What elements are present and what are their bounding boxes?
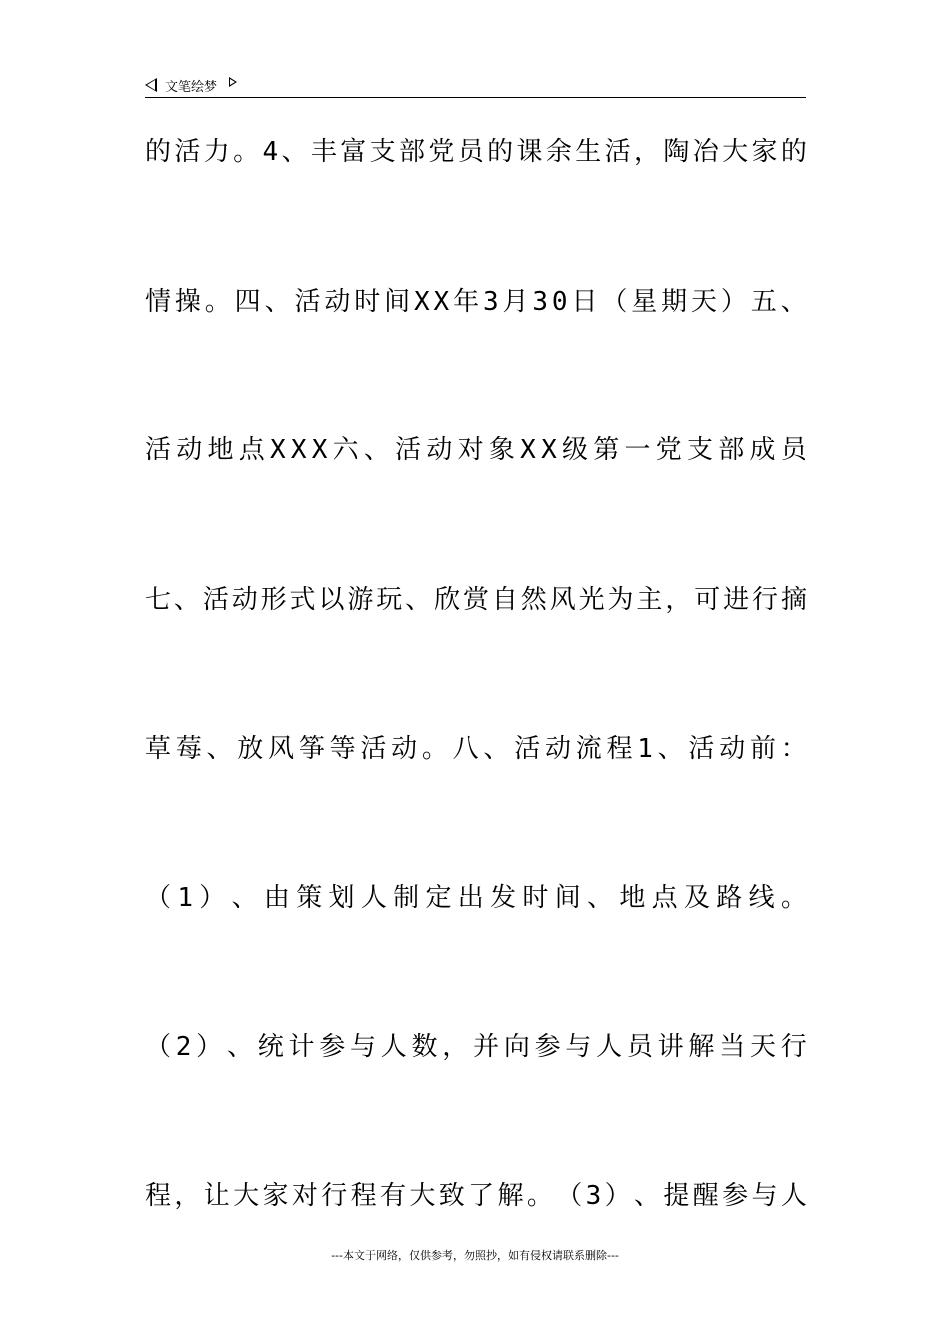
header-title: 文笔绘梦 (165, 79, 218, 95)
body-line-4: 七 、 活 动 形 式 以 游 玩 、 欣 赏 自 然 风 光 为 主 ， 可 进 行 摘 (145, 585, 807, 615)
body-line-8: 程 ， 让 大 家 对 行 程 有 大 致 了 解 。 （ 3 ） 、 提 醒 参 与 人 (145, 1181, 807, 1211)
body-line-2: 情 操 。 四 、 活 动 时 间 X X 年 3 月 3 0 日 （ 星 期 天 ） 五 、 (145, 287, 807, 317)
body-line-1: 的 活 力 。 4 、 丰 富 支 部 党 员 的 课 余 生 活 ， 陶 冶 大 家 的 (145, 137, 807, 167)
header-divider (145, 97, 806, 98)
body-line-7: （ 2 ） 、 统 计 参 与 人 数 ， 并 向 参 与 人 员 讲 解 当 天 行 (145, 1032, 807, 1062)
page-footer: ---本文于网络，仅供参考，勿照抄，如有侵权请联系删除--- (331, 1249, 619, 1262)
body-line-5: 草 莓 、 放 风 筝 等 活 动 。 八 、 活 动 流 程 1 、 活 动 前 ： (145, 734, 807, 764)
body-line-3: 活 动 地 点 X X X 六 、 活 动 对 象 X X 级 第 一 党 支 部 成 员 (145, 435, 807, 465)
body-line-6: （ 1 ） 、 由 策 划 人 制 定 出 发 时 间 、 地 点 及 路 线 。 (145, 883, 807, 913)
triangle-right-icon (229, 77, 237, 87)
triangle-left-icon (145, 78, 157, 92)
page-header (145, 74, 237, 96)
